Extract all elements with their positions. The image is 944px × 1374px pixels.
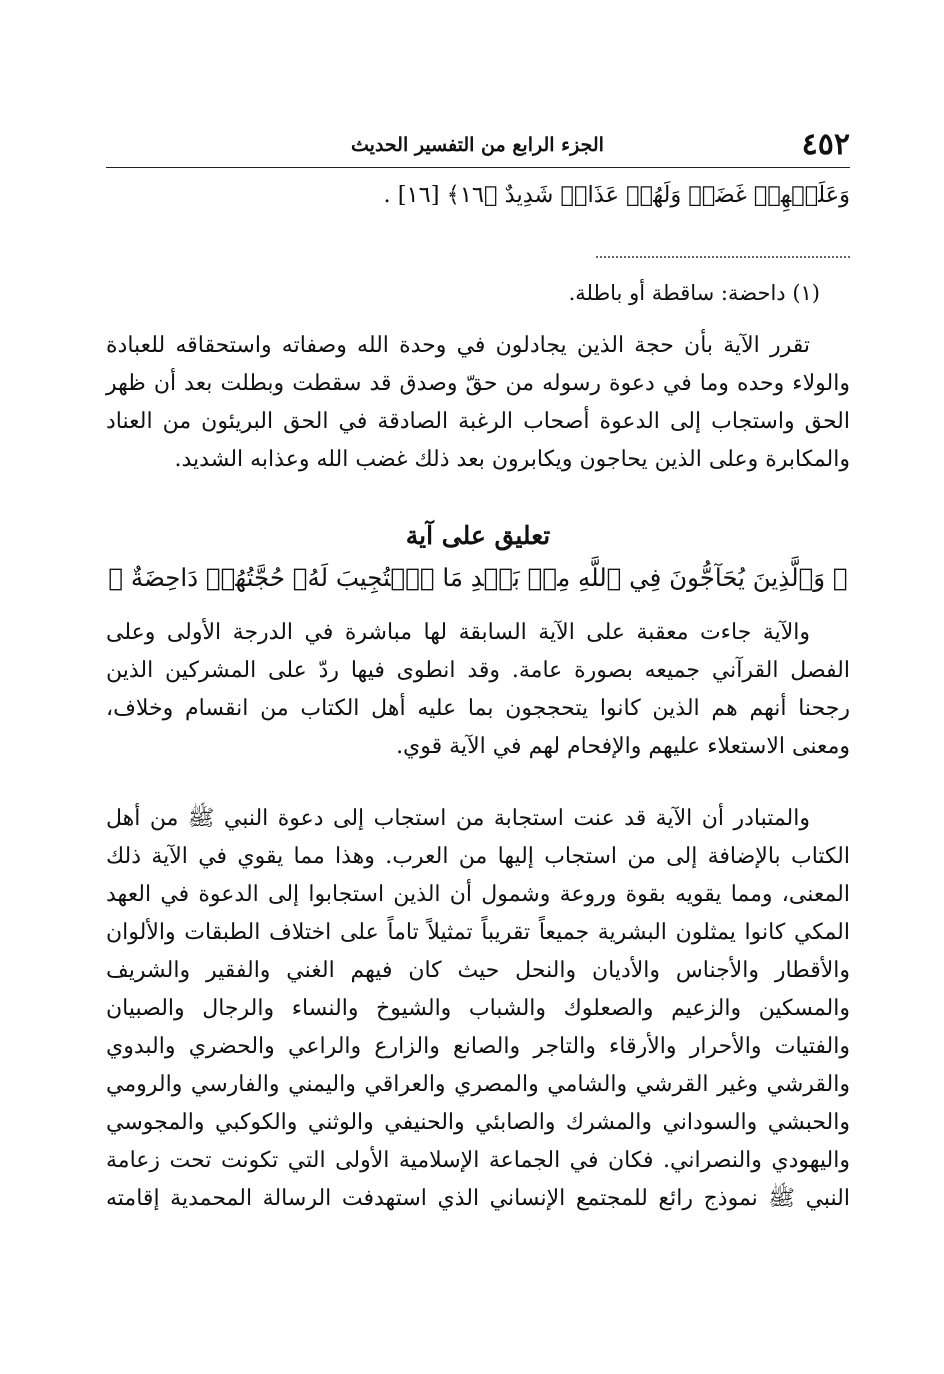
paragraph-commentary — [106, 614, 850, 766]
running-title: الجزء الرابع من التفسير الحديث — [351, 134, 604, 156]
header-rule — [106, 167, 850, 168]
paragraph-line: والحبشي والسوداني والمشرك والصابئي والحنيفي والوثني والكوكبي والمجوسي — [106, 1110, 850, 1135]
quran-verse-continuation: وَعَلَيۡهِمۡ غَضَبٞ وَلَهُمۡ عَذَابٞ شَدِيدٌ ﴿١٦﴾ [١٦] . — [383, 182, 850, 208]
paragraph-line: الحق واستجاب إلى الدعوة أصحاب الرغبة الصادقة في الحق البريئون من العناد — [106, 409, 850, 434]
paragraph-line: والقرشي وغير القرشي والشامي والمصري والعراقي واليمني والفارسي والرومي — [106, 1072, 850, 1097]
paragraph-line: والمتبادر أن الآية قد عنت استجابة من استجاب إلى دعوة النبي ﷺ من أهل — [106, 806, 810, 831]
page-header — [106, 122, 850, 164]
paragraph-line: تقرر الآية بأن حجة الذين يجادلون في وحدة الله وصفاته واستحقاقه للعبادة — [106, 333, 810, 358]
paragraph-line: والولاء وحده وما في دعوة رسوله من حقّ وصدق قد سقطت وبطلت بعد أن ظهر — [106, 371, 850, 396]
footnote-separator — [596, 256, 850, 258]
paragraph-line: المعنى، ومما يقويه بقوة وروعة وشمول أن الذين استجابوا إلى الدعوة في العهد — [106, 882, 850, 907]
paragraph-line: واليهودي والنصراني. فكان في الجماعة الإسلامية الأولى التي تكونت تحت زعامة — [106, 1148, 850, 1173]
paragraph-line: الفصل القرآني جميعه بصورة عامة. وقد انطوى فيها ردّ على المشركين الذين — [106, 658, 850, 683]
paragraph-community — [106, 800, 850, 1218]
paragraph-line: والفتيات والأحرار والأرقاء والتاجر والصانع والزارع والراعي والحضري والبدوي — [106, 1034, 850, 1059]
paragraph-line: رجحنا أنهم هم الذين كانوا يتحججون بما عليه أهل الكتاب من انقسام وخلاف، — [106, 696, 850, 721]
paragraph-line: المكي كانوا يمثلون البشرية جميعاً تقريباً تمثيلاً تاماً على اختلاف الطبقات والألوان — [106, 920, 850, 945]
paragraph-line: والآية جاءت معقبة على الآية السابقة لها مباشرة في الدرجة الأولى وعلى — [106, 620, 810, 645]
paragraph-line: والمسكين والزعيم والصعلوك والشباب والشيوخ والنساء والرجال والصبيان — [106, 996, 850, 1021]
paragraph-line: الكتاب بالإضافة إلى من استجاب إليها من العرب. وهذا مما يقوي في الآية ذلك — [106, 844, 850, 869]
paragraph-line: النبي ﷺ نموذج رائع للمجتمع الإنساني الذي استهدفت الرسالة المحمدية إقامته — [106, 1186, 850, 1211]
paragraph-line: ومعنى الاستعلاء عليهم والإفحام لهم في الآية قوي. — [396, 734, 850, 759]
paragraph-line: والمكابرة وعلى الذين يحاجون ويكابرون بعد ذلك غضب الله وعذابه الشديد. — [174, 447, 850, 472]
paragraph-line: والأقطار والأجناس والأديان والنحل حيث كان فيهم الغني والفقير والشريف — [106, 958, 850, 983]
paragraph-tafsir — [106, 327, 850, 479]
section-heading: تعليق على آية — [405, 521, 551, 550]
page-number: ٤٥٢ — [801, 127, 850, 162]
quran-verse-quoted: ﴿ وَٱلَّذِينَ يُحَآجُّونَ فِي ٱللَّهِ مِنۢ بَعۡدِ مَا ٱسۡتُجِيبَ لَهُۥ حُجَّتُهُمۡ دَاحِضَةٌ ﴾ — [108, 563, 848, 592]
footnote: (١) داحضة: ساقطة أو باطلة. — [568, 281, 820, 305]
